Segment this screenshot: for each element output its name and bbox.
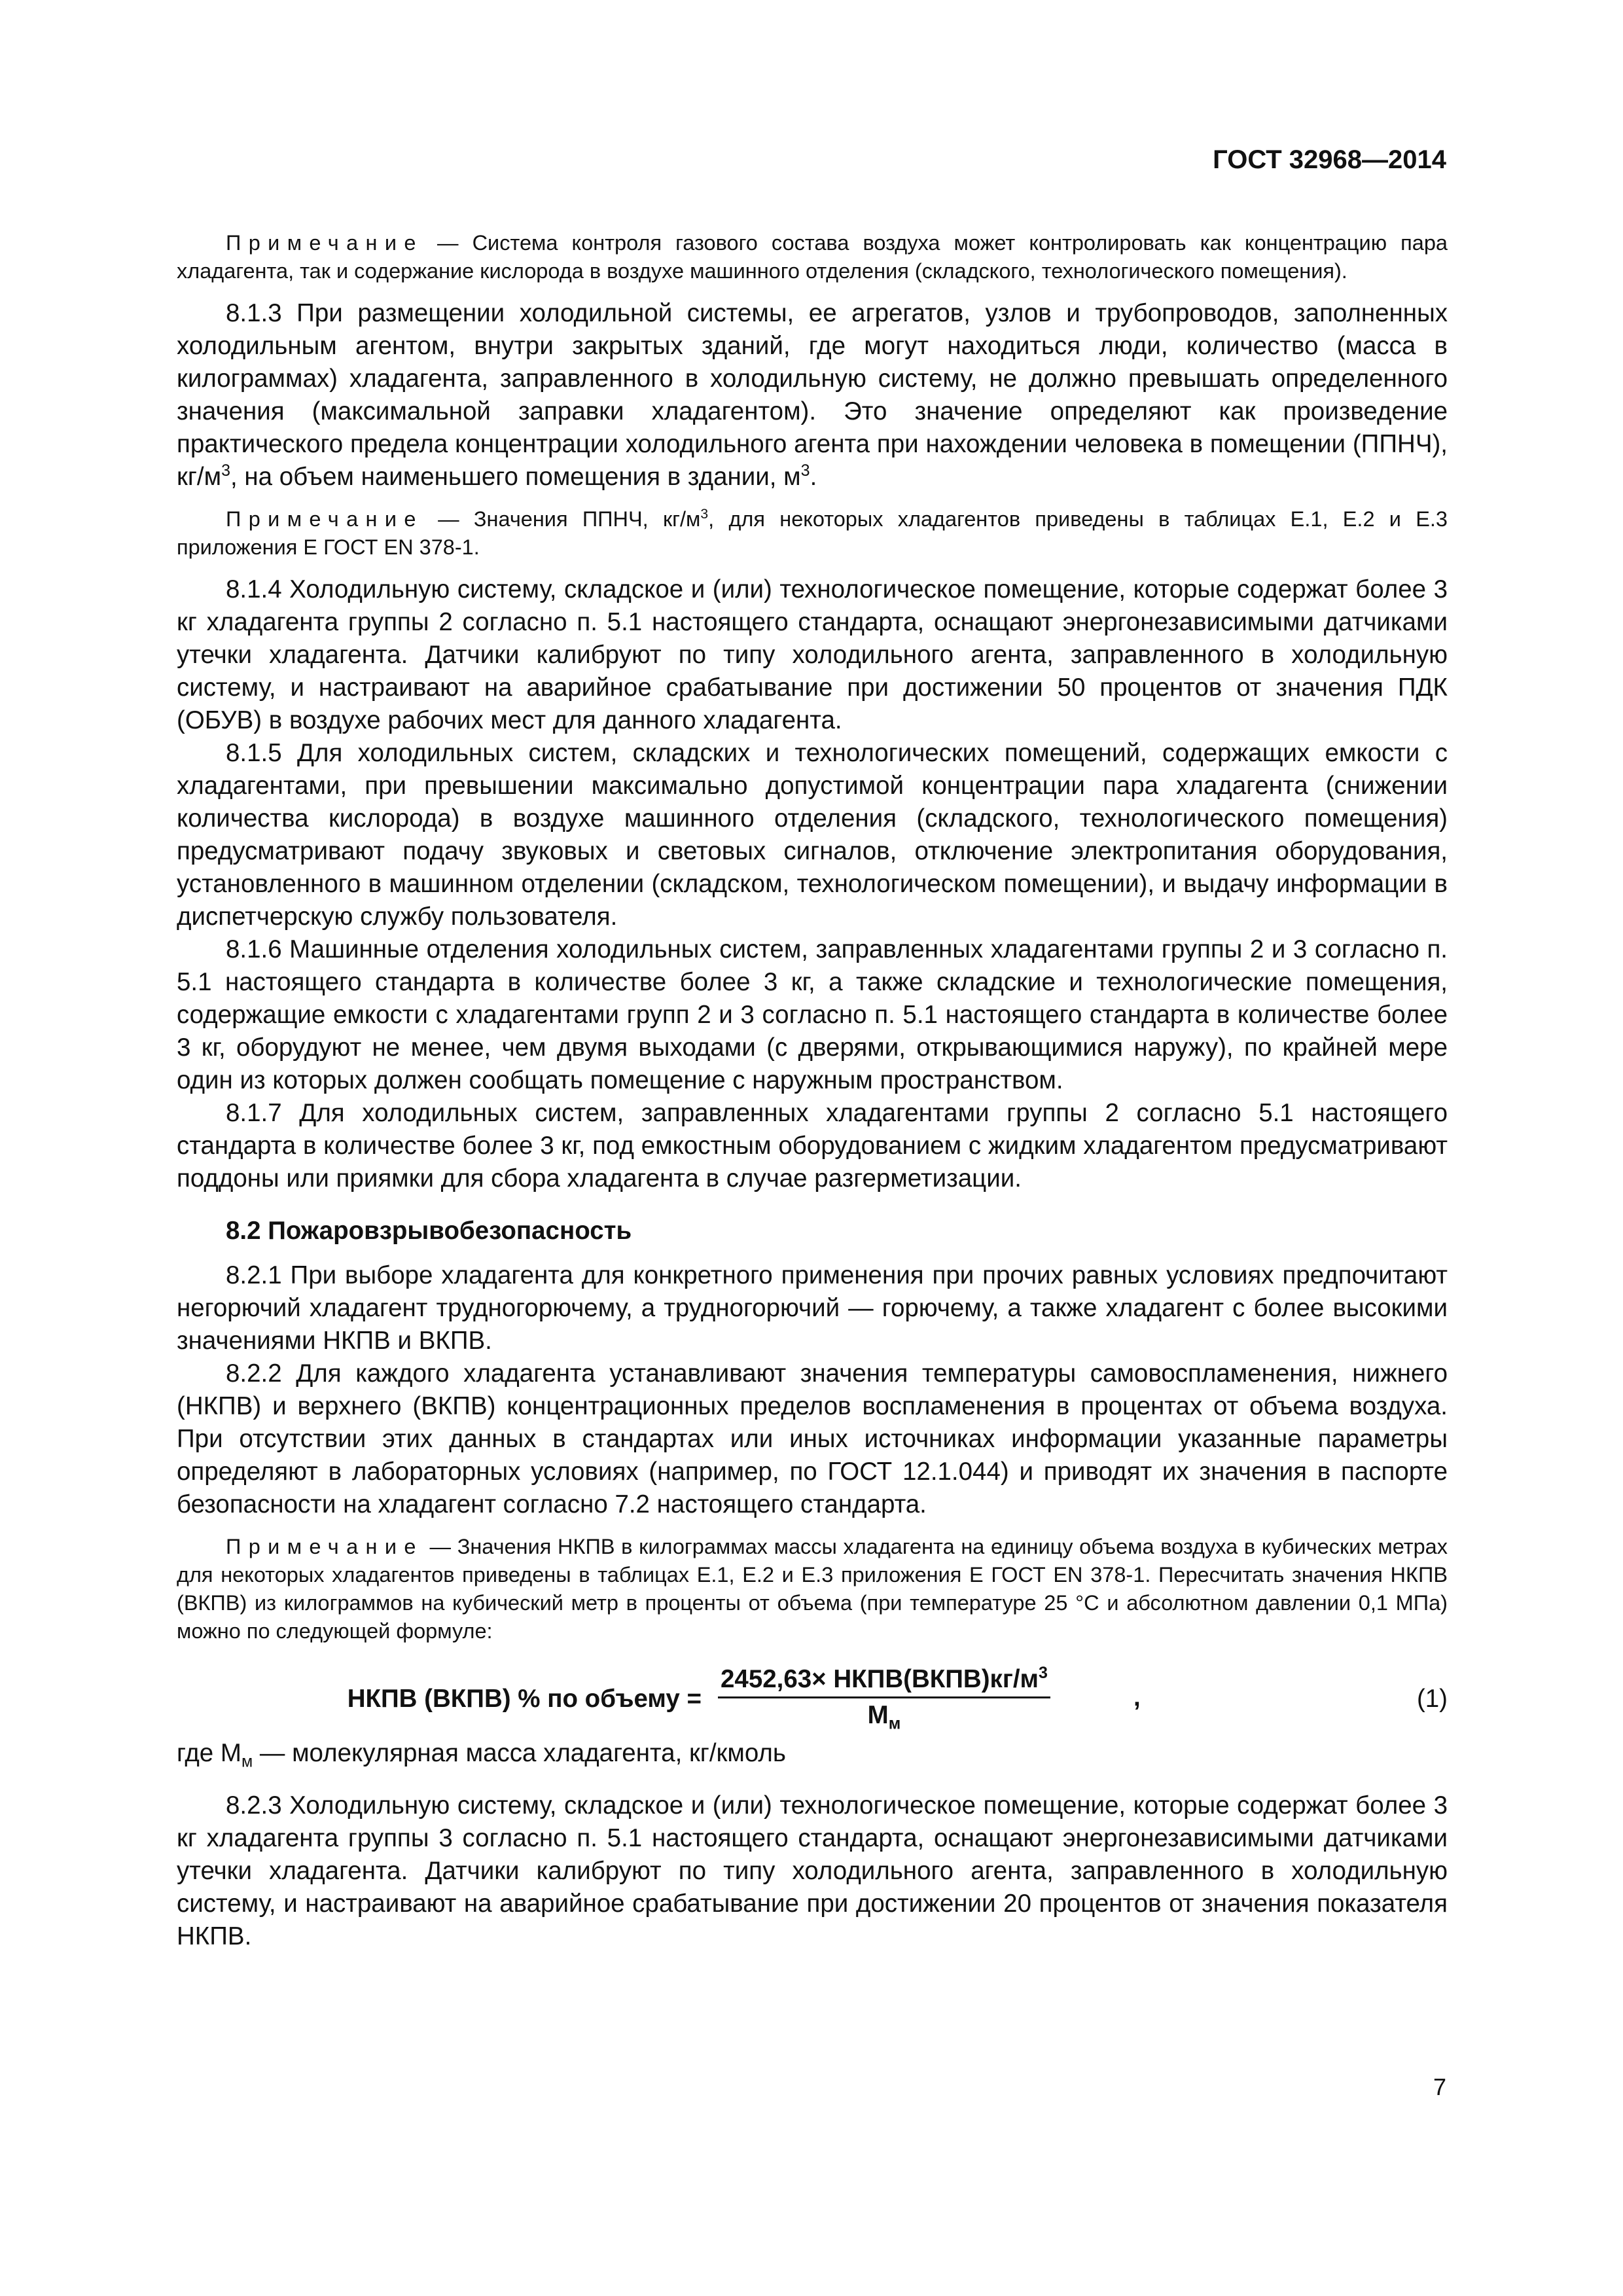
numerator-text: 2452,63× НКПВ(ВКПВ)кг/м xyxy=(721,1665,1039,1693)
note-text: , для некоторых хладагентов приведены в таблицах Е.1, Е.2 и Е.3 приложения Е ГОСТ EN 378-1. xyxy=(177,507,1448,559)
note-label: Примечание xyxy=(226,231,423,255)
note-label: Примечание xyxy=(226,507,423,531)
formula xyxy=(177,1665,1448,1737)
clause-8-1-7: 8.1.7 Для холодильных систем, заправленных хладагентами группы 2 согласно 5.1 настоящего стандарта в количестве более 3 кг, под емкостным оборудованием с жидким хладагентом предусматривают поддоны или приямки для сбора хладагента в случае разгерметизации. xyxy=(177,1099,1448,1193)
subscript: м xyxy=(241,1752,253,1771)
clause-8-2-3: 8.2.3 Холодильную систему, складское и (или) технологическое помещение, которые содержат более 3 кг хладагента группы 3 согласно п. 5.1 настоящего стандарта, оснащают энергонезависимыми датчиками утечки хладагента. Датчики калибруют по типу холодильного агента, заправленного в холодильную систему, и настраивают на аварийное срабатывание при достижении 20 процентов от значения показателя НКПВ. xyxy=(177,1791,1448,1950)
note-paragraph xyxy=(177,229,1448,285)
clause-text: , на объем наименьшего помещения в здании, м xyxy=(230,463,801,491)
note-paragraph xyxy=(177,505,1448,562)
formula-numerator xyxy=(718,1665,1050,1698)
clause-text: 8.1.3 При размещении холодильной системы, ее агрегатов, узлов и трубопроводов, заполненных холодильным агентом, внутри закрытых зданий, где могут находиться люди, количество (масса в килограммах) хладагента, заправленного в холодильную систему, не должно превышать определенного значения (максимальной заправки хладагентом). Это значение определяют как произведение практического предела концентрации холодильного агента при нахождении человека в помещении (ППНЧ), кг/м xyxy=(177,299,1448,491)
legend-text: где М xyxy=(177,1739,241,1767)
superscript: 3 xyxy=(700,507,709,522)
clause-8-1-3 xyxy=(177,297,1448,493)
clause-8-1-5: 8.1.5 Для холодильных систем, складских и технологических помещений, содержащих емкости с хладагентами, при превышении максимально допустимой концентрации пара хладагента (снижении количества кислорода) в воздухе машинного отделения (складского, технологического помещения) предусматривают подачу звуковых и световых сигналов, отключение электропитания оборудования, установленного в машинном отделении (складском, технологическом помещении), и выдачу информации в диспетчерскую службу пользователя. xyxy=(177,739,1448,931)
document-body xyxy=(177,229,1448,1953)
clause-text: . xyxy=(810,463,817,491)
denominator-text: М xyxy=(867,1701,889,1729)
formula-number: (1) xyxy=(1416,1685,1448,1713)
formula-lhs: НКПВ (ВКПВ) % по объему = xyxy=(347,1685,702,1713)
legend-text: — молекулярная масса хладагента, кг/кмоль xyxy=(253,1739,786,1767)
note-paragraph xyxy=(177,1533,1448,1645)
note-text: — Значения ППНЧ, кг/м xyxy=(423,507,701,531)
clause-8-2-2: 8.2.2 Для каждого хладагента устанавливают значения температуры самовоспламенения, нижнего (НКПВ) и верхнего (ВКПВ) концентрационных пределов воспламенения в процентах от объема воздуха. При отсутствии этих данных в стандартах или иных источниках информации указанные параметры определяют в лабораторных условиях (например, по ГОСТ 12.1.044) и приводят их значения в паспорте безопасности на хладагент согласно 7.2 настоящего стандарта. xyxy=(177,1359,1448,1518)
superscript: 3 xyxy=(221,461,230,480)
superscript: 3 xyxy=(800,461,810,480)
clause-8-1-4: 8.1.4 Холодильную систему, складское и (или) технологическое помещение, которые содержат более 3 кг хладагента группы 2 согласно п. 5.1 настоящего стандарта, оснащают энергонезависимыми датчиками утечки хладагента. Датчики калибруют по типу холодильного агента, заправленного в холодильную систему, и настраивают на аварийное срабатывание при достижении 50 процентов от значения ПДК (ОБУВ) в воздухе рабочих мест для данного хладагента. xyxy=(177,575,1448,734)
formula-denominator xyxy=(718,1698,1050,1733)
clause-8-1-6: 8.1.6 Машинные отделения холодильных систем, заправленных хладагентами группы 2 и 3 согласно п. 5.1 настоящего стандарта в количестве более 3 кг, а также складские и технологические помещения, содержащие емкости с хладагентами групп 2 и 3 согласно п. 5.1 настоящего стандарта в количестве более 3 кг, оборудуют не менее, чем двумя выходами (с дверями, открывающимися наружу), по крайней мере один из которых должен сообщать помещение с наружным пространством. xyxy=(177,935,1448,1094)
section-heading: 8.2 Пожаровзрывобезопасность xyxy=(226,1217,632,1245)
page-number: 7 xyxy=(1433,2073,1446,2100)
clause-8-2-1: 8.2.1 При выборе хладагента для конкретного применения при прочих равных условиях предпочитают негорючий хладагент трудногорючему, а трудногорючий — горючему, а также хладагент с более высокими значениями НКПВ и ВКПВ. xyxy=(177,1261,1448,1355)
document-header: ГОСТ 32968—2014 xyxy=(1213,145,1446,174)
note-label: Примечание xyxy=(226,1535,423,1558)
note-text: — Значения НКПВ в килограммах массы хладагента на единицу объема воздуха в кубических метрах для некоторых хладагентов приведены в таблицах Е.1, Е.2 и Е.3 приложения Е ГОСТ EN 378-1. Пересчитать значения НКПВ (ВКПВ) из килограммов на кубический метр в проценты от объема (при температуре 25 °С и абсолютном давлении 0,1 МПа) можно по следующей формуле: xyxy=(177,1535,1448,1643)
superscript: 3 xyxy=(1039,1664,1048,1683)
formula-legend xyxy=(177,1737,1448,1770)
formula-fraction xyxy=(718,1664,1050,1733)
subscript: м xyxy=(888,1714,901,1733)
note-text: — Система контроля газового состава воздуха может контролировать как концентрацию пара хладагента, так и содержание кислорода в воздухе машинного отделения (складского, технологического помещения). xyxy=(177,231,1448,283)
formula-comma: , xyxy=(1133,1683,1141,1712)
